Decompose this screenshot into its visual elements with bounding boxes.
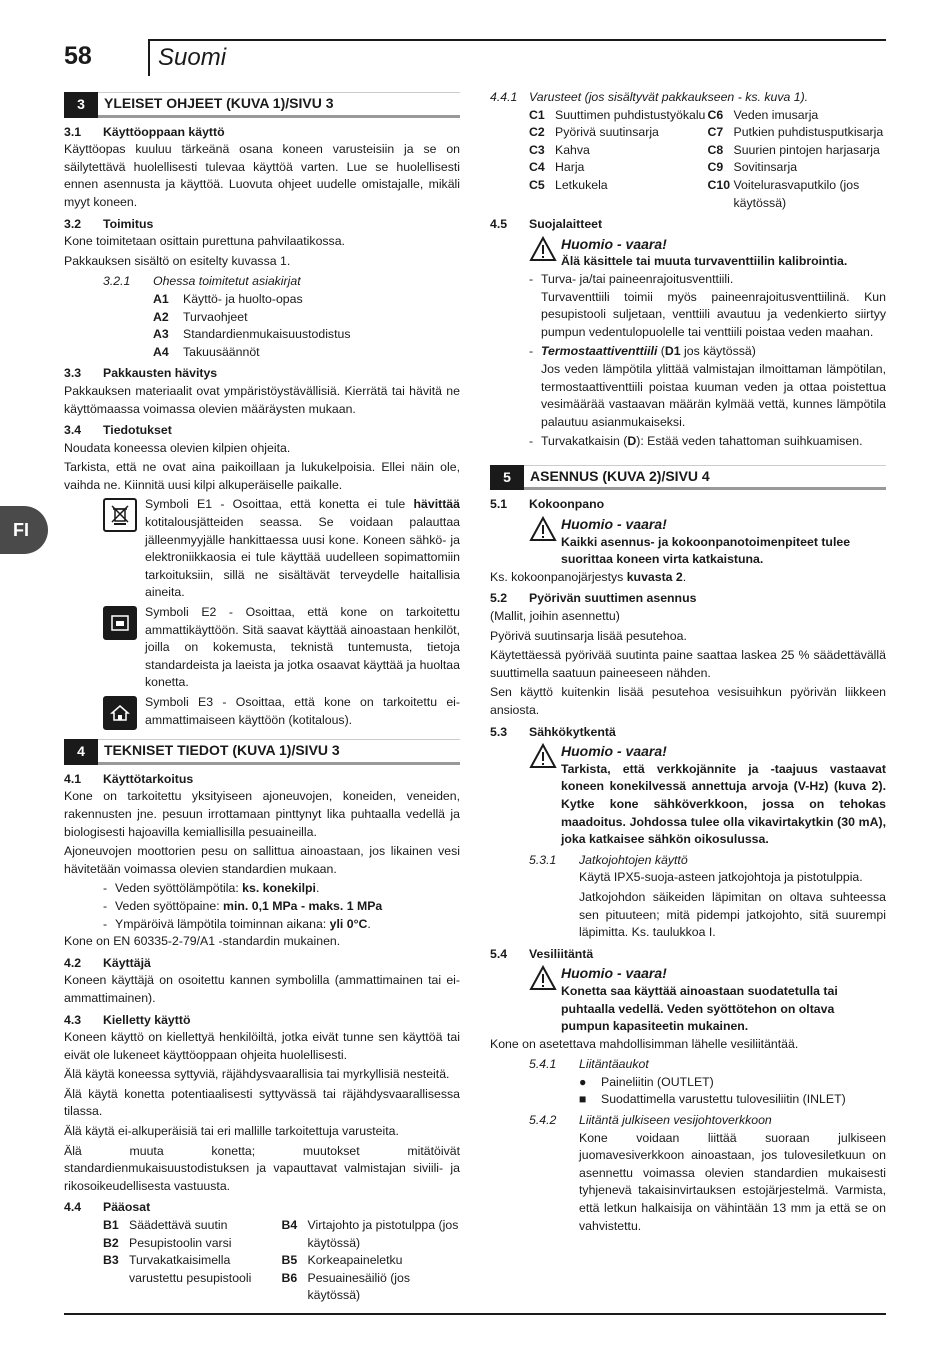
section-number: 4 bbox=[64, 739, 98, 765]
paragraph: Kone on asetettava mahdollisimman lähelle vesiliitäntää. bbox=[490, 1036, 799, 1051]
list-item: - Turva- ja/tai paineenrajoitusventtiili. bbox=[529, 271, 734, 286]
symbol-e2-block bbox=[103, 604, 460, 694]
accessories-list bbox=[529, 107, 886, 213]
paragraph: Kone toimitetaan osittain purettuna pahvilaatikossa. bbox=[64, 234, 345, 249]
section-4-header bbox=[64, 739, 460, 765]
header-top-rule bbox=[148, 39, 886, 41]
paragraph: Symboli E3 - Osoittaa, että kone on tarkoitettu ei-ammattimaiseen käyttöön (kotitalous). bbox=[145, 695, 460, 727]
warning-block: Huomio - vaara! Älä käsittele tai muuta turvaventtiilin kalibrointia. bbox=[529, 236, 886, 271]
warning-triangle-icon bbox=[529, 743, 561, 849]
subsection-heading: 4.2 Käyttäjä bbox=[64, 955, 151, 970]
paragraph: Pakkauksen materiaalit ovat ympäristöystävällisiä. Kierrätä tai hävitä ne käyttömaassa voimassa olevien määräysten mukaan. bbox=[64, 383, 460, 416]
section-title: YLEISET OHJEET (KUVA 1)/SIVU 3 bbox=[98, 92, 460, 118]
paragraph: Käyttöopas kuuluu tärkeänä osana koneen varusteisiin ja se on säilytettävä huolellisesti tulevaa käyttöä varten. Lue se huolellisesti ennen asennusta ja käyttöä. Luovuta ohjeet uudelle omistajalle, mikäli myyt koneen. bbox=[64, 142, 460, 209]
paragraph: Käytettäessä pyörivää suutinta paine saattaa laskea 25 % säädettävällä suuttimella saatuun paineeseen nähden. bbox=[490, 648, 886, 680]
warning-triangle-icon bbox=[529, 236, 561, 271]
documents-list bbox=[153, 291, 460, 361]
list-item: B3 Turvakatkaisimella varustettu pesupistooli bbox=[103, 1253, 252, 1285]
subsubsection-heading: 5.4.1 Liitäntäaukot bbox=[529, 1057, 649, 1072]
list-item: C10 Voitelurasvaputkilo (jos käytössä) bbox=[707, 177, 860, 210]
paragraph: Pakkauksen sisältö on esitelty kuvassa 1. bbox=[64, 253, 291, 268]
section-5-header bbox=[490, 465, 886, 491]
left-column bbox=[64, 92, 460, 1305]
list-item: A3 Standardienmukaisuustodistus bbox=[153, 327, 351, 342]
subsection-heading: 4.1 Käyttötarkoitus bbox=[64, 771, 194, 786]
paragraph: Turvaventtiili toimii myös paineenrajoitusventtiilinä. Kun pesupistooli suljetaan, venttiili avautuu ja vedenkierto siirtyy pumpun vedentulopuolelle tai venttiili poistaa veden maahan. bbox=[541, 289, 886, 339]
section-3-header bbox=[64, 92, 460, 118]
list-item: B1 Säädettävä suutin bbox=[103, 1218, 228, 1233]
professional-use-icon bbox=[103, 606, 137, 640]
section-title: TEKNISET TIEDOT (KUVA 1)/SIVU 3 bbox=[98, 739, 460, 765]
house-icon bbox=[103, 696, 137, 730]
subsubsection-heading: 3.2.1 Ohessa toimitetut asiakirjat bbox=[103, 274, 301, 289]
paragraph: Kone voidaan liittää suoraan julkiseen juomavesiverkkoon ainoastaan, jos tulovesiletkuun on asennettu voimassa olevien standardien mukaisesti tyhjenevä takaisinvirtauksen estojärjestelmä. Varmista, että letkun halkaisija on vähintään 13 mm ja että se on vahvistettu. bbox=[579, 1130, 886, 1233]
list-item: A4 Takuusäännöt bbox=[153, 344, 260, 359]
crossed-bin-icon bbox=[103, 498, 137, 532]
main-parts-list bbox=[103, 1217, 460, 1305]
list-item: C1 Suuttimen puhdistustyökalu bbox=[529, 107, 706, 122]
list-item: A1 Käyttö- ja huolto-opas bbox=[153, 291, 303, 306]
subsection-heading: 3.3 Pakkausten hävitys bbox=[64, 366, 218, 381]
subsection-heading: 3.1 Käyttöoppaan käyttö bbox=[64, 124, 225, 139]
footer-rule bbox=[64, 1313, 886, 1315]
list-item: - Turvakatkaisin (D): Estää veden tahattoman suihkuamisen. bbox=[529, 434, 863, 449]
language-title: Suomi bbox=[158, 44, 227, 71]
list-item: A2 Turvaohjeet bbox=[153, 309, 248, 324]
list-item: C6 Veden imusarja bbox=[707, 107, 819, 122]
paragraph: Ks. kokoonpanojärjestys kuvasta 2. bbox=[490, 569, 687, 584]
list-item: B6 Pesuainesäiliö (jos käytössä) bbox=[281, 1270, 411, 1303]
list-item: B5 Korkeapaineletku bbox=[281, 1253, 403, 1268]
subsection-heading: 3.4 Tiedotukset bbox=[64, 423, 172, 438]
paragraph: Älä käytä konetta potentiaalisesti syttyvässä tai räjähdysvaarallisessa tilassa. bbox=[64, 1086, 460, 1119]
section-number: 5 bbox=[490, 465, 524, 491]
subsection-heading: 5.1 Kokoonpano bbox=[490, 497, 605, 512]
subsection-heading: 4.5 Suojalaitteet bbox=[490, 217, 603, 232]
list-item: - Veden syöttöpaine: min. 0,1 MPa - maks. 1 MPa bbox=[103, 898, 383, 913]
list-item: C9 Sovitinsarja bbox=[707, 160, 798, 175]
paragraph: Koneen käyttö on kiellettyä henkilöiltä, jotka eivät tunne sen käyttöä tai eivät ole lukeneet käyttöoppaan ohjeita huolellisesti. bbox=[64, 1030, 460, 1062]
paragraph: Jos veden lämpötila ylittää valmistajan ilmoittaman lämpötilan, termostaattiventtiili poistaa kuuman veden ja ottaa poistettua vesimäärää vastaavan määrän kylmää vettä, kunnes lämpötila palautuu asianmukaiseksi. bbox=[541, 361, 886, 429]
paragraph: Jatkojohdon säikeiden läpimitan on oltava suhteessa sen pituuteen; mitä pidempi jatkojohto, sitä suurempi läpimitta. Ks. taulukkoa I. bbox=[579, 889, 886, 940]
paragraph: Ajoneuvojen moottorien pesu on sallittua ainoastaan, jos likainen vesi hävitetään voimassa olevien standardien mukaan. bbox=[64, 844, 460, 876]
paragraph: Älä käytä ei-alkuperäisiä tai eri mallille tarkoitettuja varusteita. bbox=[64, 1124, 399, 1139]
list-item: ● Paineliitin (OUTLET) bbox=[579, 1074, 886, 1092]
warning-block: Huomio - vaara! Konetta saa käyttää ainoastaan suodatetulla tai puhtaalla vedellä. Veden syöttötehon on oltava pumpun kapasiteetin mukainen. bbox=[529, 965, 886, 1035]
language-side-tab: FI bbox=[0, 506, 48, 554]
list-item: C5 Letkukela bbox=[529, 177, 608, 192]
paragraph: (Mallit, joihin asennettu) bbox=[490, 609, 620, 624]
subsubsection-heading: 5.4.2 Liitäntä julkiseen vesijohtoverkkoon bbox=[529, 1113, 772, 1128]
paragraph: Symboli E1 - Osoittaa, että konetta ei tule hävittää kotitalousjätteiden seassa. Se voidaan palauttaa jälleenmyyjälle hankittaessa uusi kone. Koneen sähkö- ja elektroniikkaosia ei tule käyttää uudelleen sopimattomiin tarkoituksiin, sillä ne sisältävät terveydelle haitallisia aineita. bbox=[145, 497, 460, 600]
list-item: ■ Suodattimella varustettu tulovesiliitin (INLET) bbox=[579, 1091, 886, 1109]
paragraph: Noudata koneessa olevien kilpien ohjeita. bbox=[64, 440, 291, 455]
paragraph: Sen käyttö kuitenkin lisää pesutehoa vesisuihkun pyörivän liikkeen ansiosta. bbox=[490, 685, 886, 717]
subsubsection-heading: 4.4.1 Varusteet (jos sisältyvät pakkaukseen - ks. kuva 1). bbox=[490, 90, 809, 104]
paragraph: Kone on EN 60335-2-79/A1 -standardin mukainen. bbox=[64, 934, 341, 949]
warning-triangle-icon bbox=[529, 965, 561, 1035]
list-item: C2 Pyörivä suutinsarja bbox=[529, 125, 659, 140]
subsection-heading: 4.3 Kielletty käyttö bbox=[64, 1012, 191, 1027]
list-item: B4 Virtajohto ja pistotulppa (jos käytössä) bbox=[281, 1218, 459, 1250]
header-vertical-rule bbox=[148, 40, 150, 76]
symbol-e3-block bbox=[103, 694, 460, 731]
warning-triangle-icon bbox=[529, 516, 561, 569]
subsection-heading: 5.2 Pyörivän suuttimen asennus bbox=[490, 591, 697, 606]
symbol-e1-block bbox=[103, 496, 460, 604]
list-item: C7 Putkien puhdistusputkisarja bbox=[707, 125, 884, 140]
warning-block: Huomio - vaara! Kaikki asennus- ja kokoonpanotoimenpiteet tulee suorittaa koneen virta katkaistuna. bbox=[529, 516, 886, 569]
list-item: - Veden syöttölämpötila: ks. konekilpi. bbox=[103, 881, 320, 896]
filled-circle-icon: ● bbox=[579, 1074, 587, 1089]
subsection-heading: 3.2 Toimitus bbox=[64, 216, 154, 231]
list-item: - Ympäröivä lämpötila toiminnan aikana: yli 0°C. bbox=[103, 916, 371, 931]
paragraph: Kone on tarkoitettu yksityiseen ajoneuvojen, koneiden, veneiden, rakennusten jne. pesuun irrottamaan pinttynyt lika puhtaalla vedellä ja biologisesti hajoavilla kemiallisilla pesuaineilla. bbox=[64, 789, 460, 839]
paragraph: Tarkista, että ne ovat aina paikoillaan ja lukukelpoisia. Ellei näin ole, vaihda ne. Kiinnitä uusi kilpi alkuperäiselle paikalle. bbox=[64, 460, 460, 492]
paragraph: Koneen käyttäjä on osoitettu kannen symbolilla (ammattimainen tai ei-ammattimainen). bbox=[64, 973, 460, 1005]
paragraph: Älä käytä koneessa syttyviä, räjähdysvaarallisia tai myrkyllisiä nesteitä. bbox=[64, 1067, 450, 1082]
paragraph: Symboli E2 - Osoittaa, että kone on tarkoitettu ammattikäyttöön. Sitä saavat käyttää ainoastaan henkilöt, joilla on kokemusta, teknistä tuntemusta, tietoja standardeista ja laeista ja jotka osaavat käyttää ja huoltaa konetta. bbox=[145, 605, 460, 690]
subsection-heading: 5.3 Sähkökytkentä bbox=[490, 724, 616, 739]
list-item: C4 Harja bbox=[529, 160, 585, 175]
paragraph: Älä muuta konetta; muutokset mitätöivät standardienmukaisuustodistuksen ja vapauttavat valmistajan siviili- ja rikosoikeudellisesta vastuusta. bbox=[64, 1143, 460, 1193]
list-item: - Termostaattiventtiili (D1 jos käytössä) bbox=[529, 344, 756, 359]
right-column bbox=[490, 92, 886, 1237]
subsection-heading: 5.4 Vesiliitäntä bbox=[490, 946, 594, 961]
paragraph: Pyörivä suutinsarja lisää pesutehoa. bbox=[490, 628, 687, 643]
subsubsection-heading: 5.3.1 Jatkojohtojen käyttö bbox=[529, 852, 688, 867]
list-item: C8 Suurien pintojen harjasarja bbox=[707, 142, 880, 157]
list-item: C3 Kahva bbox=[529, 142, 590, 157]
section-number: 3 bbox=[64, 92, 98, 118]
section-title: ASENNUS (KUVA 2)/SIVU 4 bbox=[524, 465, 886, 491]
paragraph: Käytä IPX5-suoja-asteen jatkojohtoja ja pistotulppia. bbox=[579, 870, 863, 885]
filled-square-icon: ■ bbox=[579, 1092, 587, 1107]
subsection-heading: 4.4 Pääosat bbox=[64, 1200, 151, 1215]
list-item: B2 Pesupistoolin varsi bbox=[103, 1235, 232, 1250]
page-number: 58 bbox=[64, 42, 92, 70]
warning-block: Huomio - vaara! Tarkista, että verkkojännite ja -taajuus vastaavat koneen konekilvessä annettuja arvoja (V-Hz) (kuva 2). Kytke kone sähköverkkoon, jossa on tehokas maadoitus. Johdossa tulee olla vikavirtakytkin (30 mA), joka katkaisee sähkön oikosulussa. bbox=[529, 743, 886, 849]
